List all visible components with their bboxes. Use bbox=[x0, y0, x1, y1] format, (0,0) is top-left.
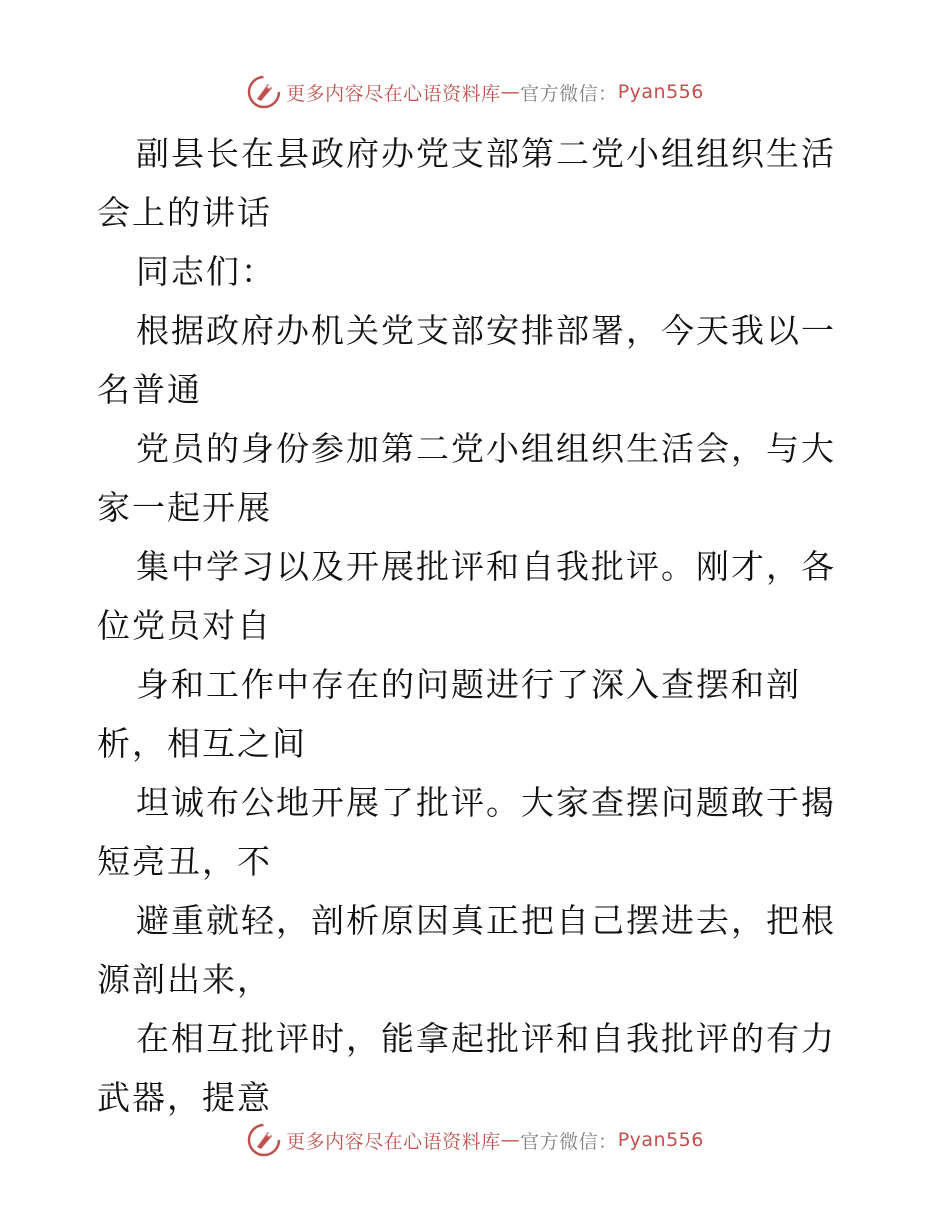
wechat-id: Pyan556 bbox=[617, 1129, 704, 1151]
banner-separator: — bbox=[500, 1129, 521, 1151]
body-paragraph: 集中学习以及开展批评和自我批评。刚才，各位党员对自 bbox=[97, 547, 836, 645]
pen-nib-logo-icon bbox=[246, 74, 282, 110]
body-paragraph: 避重就轻，剖析原因真正把自己摆进去，把根源剖出来， bbox=[97, 901, 836, 999]
banner-separator: — bbox=[500, 81, 521, 103]
wechat-label: 官方微信： bbox=[520, 1130, 618, 1153]
body-paragraph: 身和工作中存在的问题进行了深入查摆和剖析，相互之间 bbox=[97, 665, 801, 763]
footer-banner bbox=[0, 1122, 950, 1158]
body-paragraph: 党员的身份参加第二党小组组织生活会，与大家一起开展 bbox=[97, 429, 836, 527]
document-title: 副县长在县政府办党支部第二党小组组织生活会上的讲话 bbox=[97, 134, 836, 232]
salutation: 同志们： bbox=[136, 252, 276, 291]
wechat-id: Pyan556 bbox=[617, 81, 704, 103]
promo-text: 更多内容尽在心语资料库 bbox=[286, 82, 501, 105]
promo-text: 更多内容尽在心语资料库 bbox=[286, 1130, 501, 1153]
document-body bbox=[97, 124, 857, 1127]
pen-nib-logo-icon bbox=[246, 1122, 282, 1158]
body-paragraph: 坦诚布公地开展了批评。大家查摆问题敢于揭短亮丑，不 bbox=[97, 783, 836, 881]
wechat-label: 官方微信： bbox=[520, 82, 618, 105]
header-banner bbox=[0, 74, 950, 110]
body-paragraph: 根据政府办机关党支部安排部署，今天我以一名普通 bbox=[97, 311, 836, 409]
body-paragraph: 在相互批评时，能拿起批评和自我批评的有力武器，提意 bbox=[97, 1019, 836, 1117]
